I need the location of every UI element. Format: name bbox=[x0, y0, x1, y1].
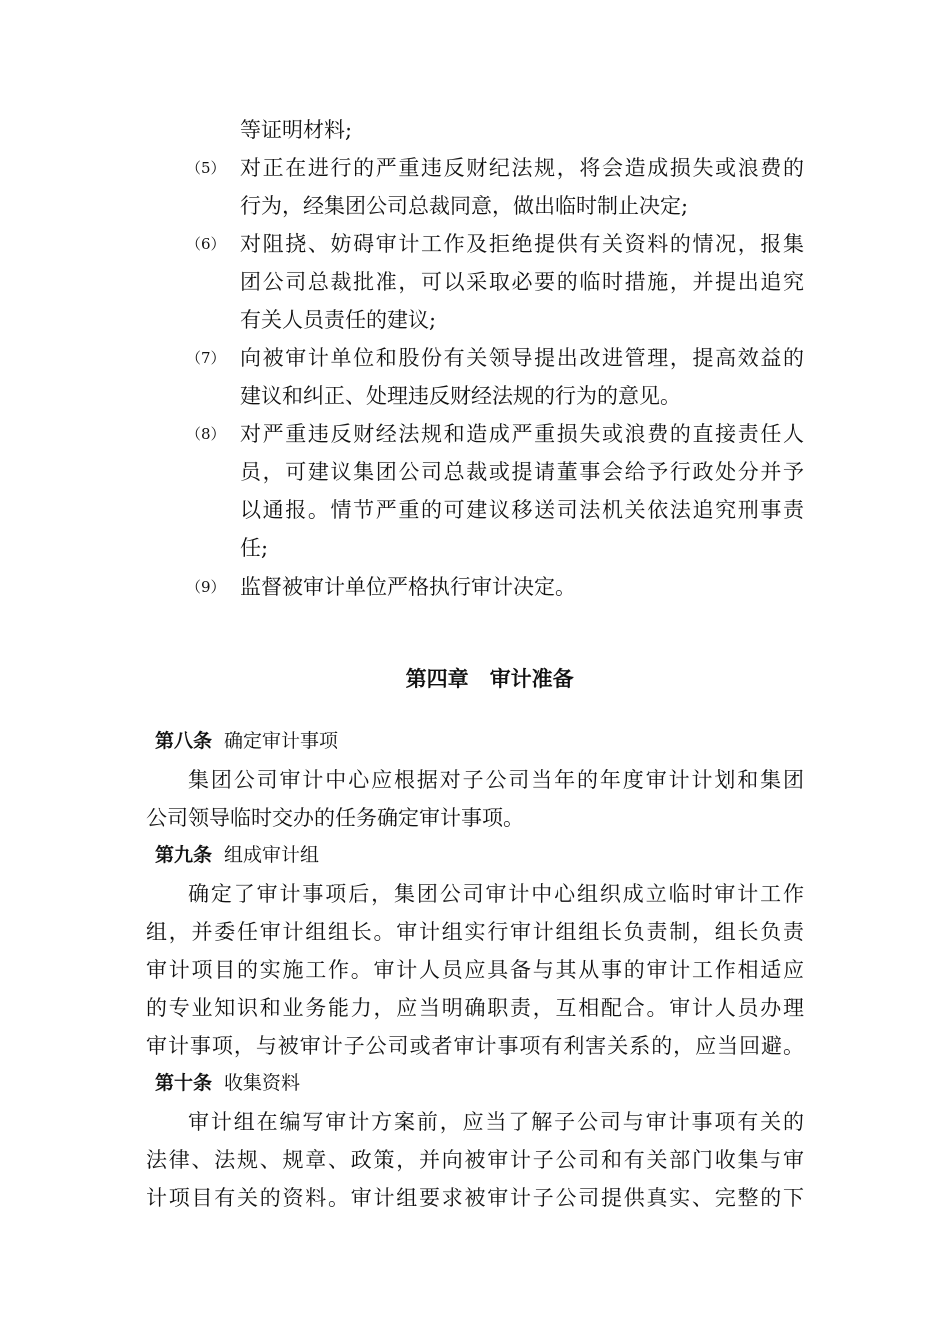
article-title: 确定审计事项 bbox=[224, 730, 339, 752]
article-label: 第十条 bbox=[155, 1072, 213, 1094]
item-number: （7） bbox=[186, 349, 226, 367]
article-line: 组，并委任审计组组长。审计组实行审计组组长负责制，组长负责 bbox=[146, 920, 804, 944]
article-title: 组成审计组 bbox=[224, 844, 320, 866]
article-label: 第八条 bbox=[155, 730, 213, 752]
chapter-number: 第四章 bbox=[405, 666, 469, 691]
item-line: 对阻挠、妨碍审计工作及拒绝提供有关资料的情况，报集 bbox=[240, 232, 804, 256]
article-line: 的专业知识和业务能力，应当明确职责，互相配合。审计人员办理 bbox=[146, 996, 804, 1020]
article-heading bbox=[155, 727, 338, 755]
item-number: （8） bbox=[186, 425, 226, 443]
item-line: 向被审计单位和股份有关领导提出改进管理，提高效益的 bbox=[240, 346, 804, 370]
item-line: 行为，经集团公司总裁同意，做出临时制止决定; bbox=[240, 194, 689, 218]
article-line: 计项目有关的资料。审计组要求被审计子公司提供真实、完整的下 bbox=[146, 1186, 804, 1210]
item-number: （5） bbox=[186, 159, 226, 177]
item-line: 有关人员责任的建议; bbox=[240, 308, 437, 332]
item-line: 建议和纠正、处理违反财经法规的行为的意见。 bbox=[240, 384, 681, 408]
article-line: 审计项目的实施工作。审计人员应具备与其从事的审计工作相适应 bbox=[146, 958, 804, 982]
article-heading bbox=[155, 1069, 300, 1097]
item-line: 以通报。情节严重的可建议移送司法机关依法追究刑事责 bbox=[240, 498, 804, 522]
article-heading bbox=[155, 841, 319, 869]
article-label: 第九条 bbox=[155, 844, 213, 866]
article-line: 公司领导临时交办的任务确定审计事项。 bbox=[146, 806, 524, 830]
article-line: 审计组在编写审计方案前，应当了解子公司与审计事项有关的 bbox=[188, 1110, 804, 1134]
article-line: 审计事项，与被审计子公司或者审计事项有利害关系的，应当回避。 bbox=[146, 1034, 804, 1058]
chapter-title: 审计准备 bbox=[489, 666, 574, 691]
article-line: 确定了审计事项后，集团公司审计中心组织成立临时审计工作 bbox=[188, 882, 804, 906]
item-line: 监督被审计单位严格执行审计决定。 bbox=[240, 575, 576, 599]
continuation-line: 等证明材料; bbox=[240, 118, 353, 142]
article-line: 法律、法规、规章、政策，并向被审计子公司和有关部门收集与审 bbox=[146, 1148, 804, 1172]
article-line: 集团公司审计中心应根据对子公司当年的年度审计计划和集团 bbox=[188, 768, 804, 792]
item-line: 任; bbox=[240, 536, 269, 560]
item-number: （6） bbox=[186, 235, 226, 253]
chapter-heading bbox=[0, 637, 950, 721]
item-line: 对严重违反财经法规和造成严重损失或浪费的直接责任人 bbox=[240, 422, 804, 446]
article-title: 收集资料 bbox=[224, 1072, 301, 1094]
item-number: （9） bbox=[186, 578, 226, 596]
item-line: 对正在进行的严重违反财纪法规，将会造成损失或浪费的 bbox=[240, 156, 804, 180]
item-line: 团公司总裁批准，可以采取必要的临时措施，并提出追究 bbox=[240, 270, 804, 294]
item-line: 员，可建议集团公司总裁或提请董事会给予行政处分并予 bbox=[240, 460, 804, 484]
